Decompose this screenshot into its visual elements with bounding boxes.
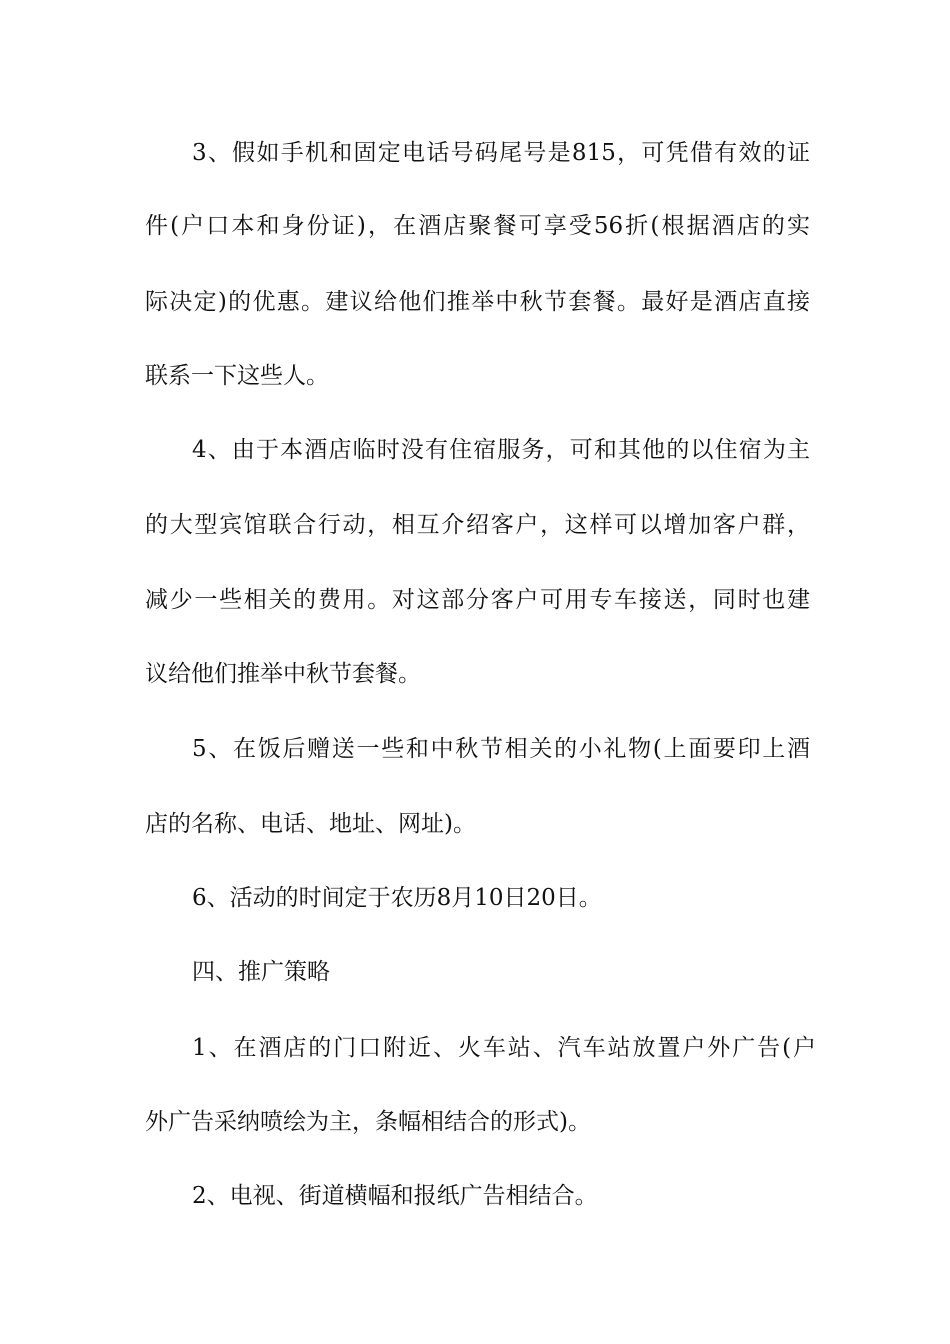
paragraph-3-line-3: 际决定)的优惠。建议给他们推举中秋节套餐。最好是酒店直接: [145, 289, 810, 315]
paragraph-5-line-1: 5、在饭后赠送一些和中秋节相关的小礼物(上面要印上酒: [192, 736, 810, 762]
paragraph-5-line-2: 店的名称、电话、地址、网址)。: [145, 811, 476, 837]
strategy-1-line-2: 外广告采纳喷绘为主，条幅相结合的形式)。: [145, 1109, 591, 1135]
paragraph-4-line-3: 减少一些相关的费用。对这部分客户可用专车接送，同时也建: [145, 587, 810, 613]
paragraph-4-line-2: 的大型宾馆联合行动，相互介绍客户，这样可以增加客户群，: [145, 512, 810, 538]
strategy-1-line-1: 1、在酒店的门口附近、火车站、汽车站放置户外广告(户: [192, 1035, 816, 1061]
paragraph-3-line-2: 件(户口本和身份证)，在酒店聚餐可享受56折(根据酒店的实: [145, 213, 810, 239]
section-heading-promotion-strategy: 四、推广策略: [192, 959, 330, 985]
paragraph-4-line-4: 议给他们推举中秋节套餐。: [145, 661, 421, 687]
paragraph-3-line-1: 3、假如手机和固定电话号码尾号是815，可凭借有效的证: [192, 140, 810, 166]
paragraph-6-line-1: 6、活动的时间定于农历8月10日20日。: [192, 885, 602, 911]
paragraph-4-line-1: 4、由于本酒店临时没有住宿服务，可和其他的以住宿为主: [192, 437, 810, 463]
strategy-2-line-1: 2、电视、街道横幅和报纸广告相结合。: [192, 1183, 598, 1209]
paragraph-3-line-4: 联系一下这些人。: [145, 363, 329, 389]
